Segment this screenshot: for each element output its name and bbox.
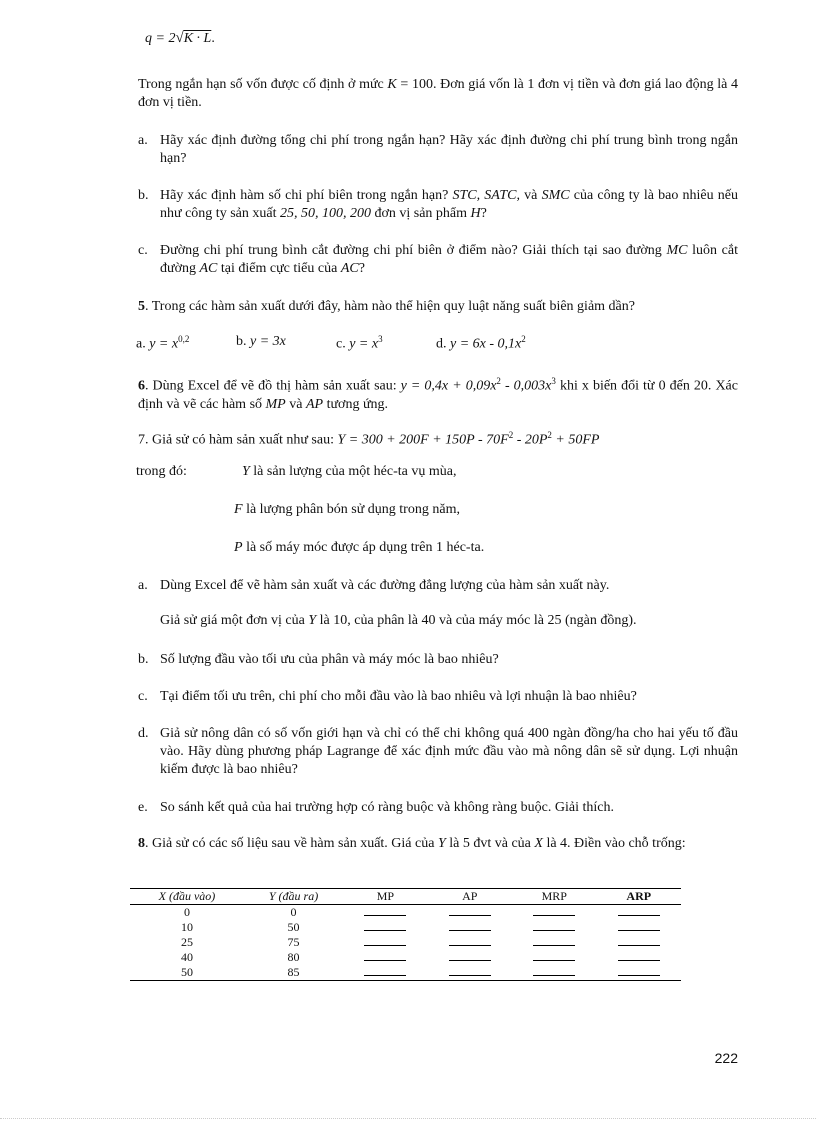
page-number: 222 [714, 1050, 738, 1066]
cell-x: 25 [180, 935, 193, 949]
q7-where-y: Y là sản lượng của một héc-ta vụ mùa, [242, 464, 457, 479]
blank-cell[interactable] [512, 905, 596, 921]
cell-x: 50 [180, 965, 193, 979]
cell-x: 10 [180, 920, 193, 934]
q7-where-lead: trong đó: [136, 464, 187, 479]
blank-cell[interactable] [343, 920, 427, 935]
question-8: 8. Giả sử có các số liệu sau về hàm sản xuất. Giá của Y là 5 đvt và của X là 4. Điền vào chỗ trống: [138, 836, 686, 851]
blank-cell[interactable] [512, 920, 596, 935]
blank-cell[interactable] [428, 935, 512, 950]
blank-cell[interactable] [343, 935, 427, 950]
question-6: 6. Dùng Excel để vẽ đồ thị hàm sản xuất sau: $y = 0,4x + 0,09x^2 - 0,003x^3$ khi x biến đổi từ 0 đến 20. Xác định và vẽ các hàm số MP và AP tương ứng. [138, 376, 738, 412]
formula-q: q = 2√K · L. [145, 30, 215, 46]
q7-where-p: P là số máy móc được áp dụng trên 1 héc-ta. [234, 540, 485, 555]
blank-cell[interactable] [343, 965, 427, 981]
cell-x: 0 [183, 905, 190, 919]
q5-option-a: a. $y = x^{0,2}$ [136, 334, 190, 352]
table-row [130, 935, 681, 950]
blank-cell[interactable] [597, 950, 682, 965]
blank-cell[interactable] [512, 950, 596, 965]
blank-cell[interactable] [428, 965, 512, 981]
cell-y: 85 [287, 965, 300, 979]
header-mrp: MRP [541, 889, 567, 903]
cell-y: 50 [287, 920, 300, 934]
blank-cell[interactable] [597, 935, 682, 950]
question-5: 5. Trong các hàm sản xuất dưới đây, hàm nào thể hiện quy luật năng suất biên giảm dần? [138, 299, 635, 314]
table-header-row [130, 889, 681, 905]
table-row [130, 905, 681, 921]
blank-cell[interactable] [428, 950, 512, 965]
q5-option-c: c. $y = x^3$ [336, 334, 383, 352]
blank-cell[interactable] [343, 950, 427, 965]
table-row [130, 920, 681, 935]
intro-paragraph: Trong ngắn hạn số vốn được cố định ở mức K = 100. Đơn giá vốn là 1 đơn vị tiền và đơn giá lao động là 4 đơn vị tiền. [138, 77, 738, 110]
header-ap: AP [462, 889, 478, 903]
q7-where-f: F là lượng phân bón sử dụng trong năm, [234, 502, 460, 517]
blank-cell[interactable] [428, 905, 512, 921]
blank-cell[interactable] [428, 920, 512, 935]
blank-cell[interactable] [343, 905, 427, 921]
cell-x: 40 [180, 950, 193, 964]
blank-cell[interactable] [597, 920, 682, 935]
question-7: 7. Giả sử có hàm sản xuất như sau: $Y = 300 + 200F + 150P - 70F^2 - 20P^2 + 50FP$ [138, 430, 600, 448]
table-row [130, 965, 681, 981]
header-y: Y (đầu ra) [268, 889, 319, 903]
blank-cell[interactable] [597, 965, 682, 981]
cell-y: 0 [290, 905, 297, 919]
q5-option-b: b. y = 3x [236, 334, 286, 349]
header-mp: MP [376, 889, 395, 903]
blank-cell[interactable] [597, 905, 682, 921]
cell-y: 80 [287, 950, 300, 964]
blank-cell[interactable] [512, 965, 596, 981]
production-table [130, 888, 681, 981]
table-row [130, 950, 681, 965]
page-bottom-divider [0, 1118, 816, 1119]
cell-y: 75 [287, 935, 300, 949]
q7-price-note: Giả sử giá một đơn vị của Y là 10, của phân là 40 và của máy móc là 25 (ngàn đồng). [160, 613, 637, 628]
header-arp: ARP [626, 889, 652, 903]
blank-cell[interactable] [512, 935, 596, 950]
header-x: X (đầu vào) [158, 889, 216, 903]
q5-option-d: d. $y = 6x - 0,1x^2$ [436, 334, 526, 352]
